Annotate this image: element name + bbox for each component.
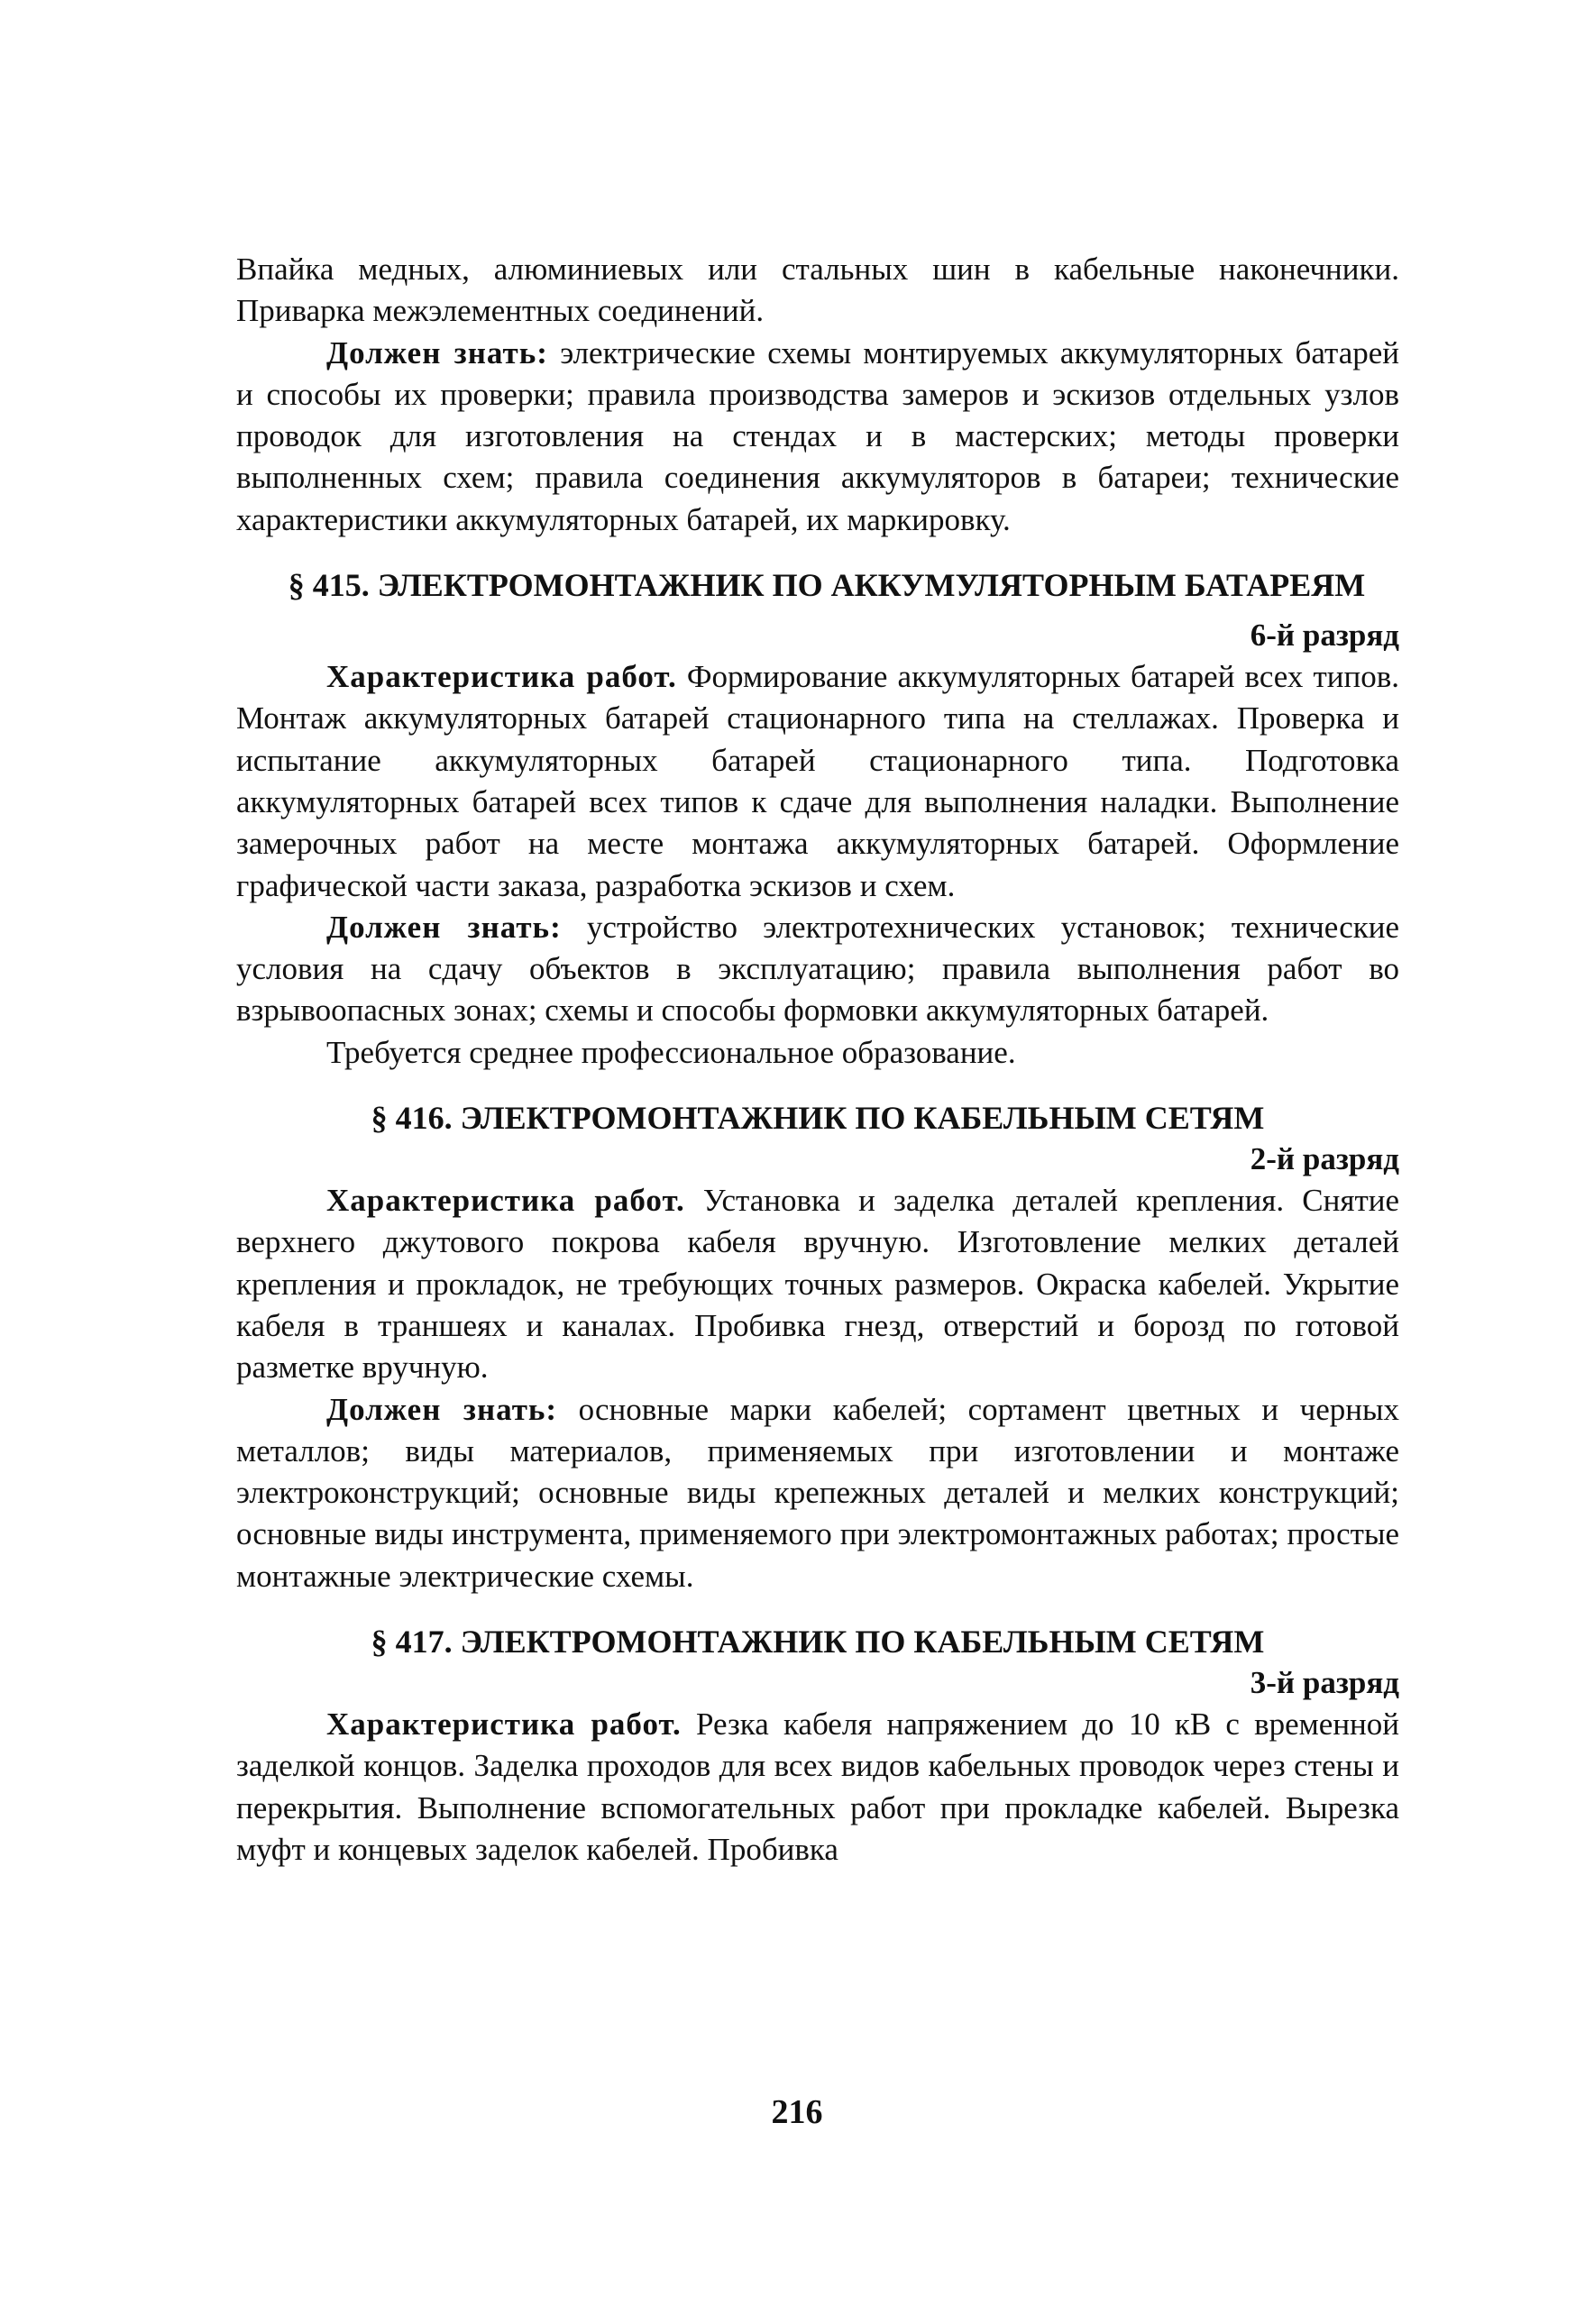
section-416-must-know — [236, 1389, 1399, 1597]
section-415-must-know — [236, 907, 1399, 1032]
intro-must-know — [236, 333, 1399, 541]
section-415-grade: 6-й разряд — [1250, 618, 1399, 654]
must-know-text: основные марки кабелей; сортамент цветных и черных металлов; виды материалов, применяемых при изготовлении и монтаже электроконструкций; основные виды крепежных деталей и мелких конструкций; основные виды инструмента, применяемого при электромонтажных работах; простые монтажные электрические схемы. — [236, 1391, 1399, 1594]
must-know-lead: Должен знать: — [326, 1391, 558, 1427]
characteristics-text: Установка и заделка деталей крепления. Снятие верхнего джутового покрова кабеля вручную. Изготовление мелких деталей крепления и прокладок, не требующих точных размеров. Окраска кабелей. Укрытие кабеля в траншеях и каналах. Пробивка гнезд, отверстий и борозд по готовой разметке вручную. — [236, 1183, 1400, 1386]
section-416-grade: 2-й разряд — [1250, 1141, 1399, 1177]
intro-paragraph: Впайка медных, алюминиевых или стальных шин в кабельные наконечники. Приварка межэлементных соединений. — [236, 252, 1399, 329]
section-417-characteristics — [236, 1704, 1399, 1871]
section-416-characteristics — [236, 1180, 1399, 1388]
must-know-text: электрические схемы монтируемых аккумуляторных батарей и способы их проверки; правила производства замеров и эскизов отдельных узлов проводок для изготовления на стендах и в мастерских; методы проверки выполненных схем; правила соединения аккумуляторов в батареи; технические характеристики аккумуляторных батарей, их маркировку. — [236, 334, 1399, 537]
section-415-characteristics — [236, 656, 1399, 907]
must-know-lead: Должен знать: — [326, 334, 548, 371]
page-content — [236, 249, 1399, 1871]
characteristics-lead: Характеристика работ. — [326, 1706, 682, 1743]
characteristics-lead: Характеристика работ. — [326, 1183, 685, 1219]
characteristics-lead: Характеристика работ. — [326, 659, 677, 695]
section-415-title: § 415. ЭЛЕКТРОМОНТАЖНИК ПО АККУМУЛЯТОРНЫМ БАТАРЕЯМ — [288, 567, 1366, 604]
characteristics-text: Формирование аккумуляторных батарей всех типов. Монтаж аккумуляторных батарей стационарного типа на стеллажах. Проверка и испытание аккумуляторных батарей стационарного типа. Подготовка аккумуляторных батарей всех типов к сдаче для выполнения наладки. Выполнение замерочных работ на месте монтажа аккумуляторных батарей. Оформление графической части заказа, разработка эскизов и схем. — [236, 659, 1399, 903]
page-number: 216 — [771, 2093, 823, 2131]
section-417-grade: 3-й разряд — [1250, 1665, 1399, 1701]
section-417-title: § 417. ЭЛЕКТРОМОНТАЖНИК ПО КАБЕЛЬНЫМ СЕТЯМ — [371, 1624, 1265, 1661]
must-know-lead: Должен знать: — [326, 909, 562, 945]
section-416-title: § 416. ЭЛЕКТРОМОНТАЖНИК ПО КАБЕЛЬНЫМ СЕТЯМ — [371, 1100, 1265, 1137]
characteristics-text: Резка кабеля напряжением до 10 кВ с временной заделкой концов. Заделка проходов для всех видов кабельных проводок через стены и перекрытия. Выполнение вспомогательных работ при прокладке кабелей. Вырезка муфт и концевых заделок кабелей. Пробивка — [236, 1706, 1400, 1867]
section-415-education: Требуется среднее профессиональное образование. — [326, 1034, 1016, 1070]
must-know-text: устройство электротехнических установок; технические условия на сдачу объектов в эксплуатацию; правила выполнения работ во взрывоопасных зонах; схемы и способы формовки аккумуляторных батарей. — [236, 909, 1399, 1029]
